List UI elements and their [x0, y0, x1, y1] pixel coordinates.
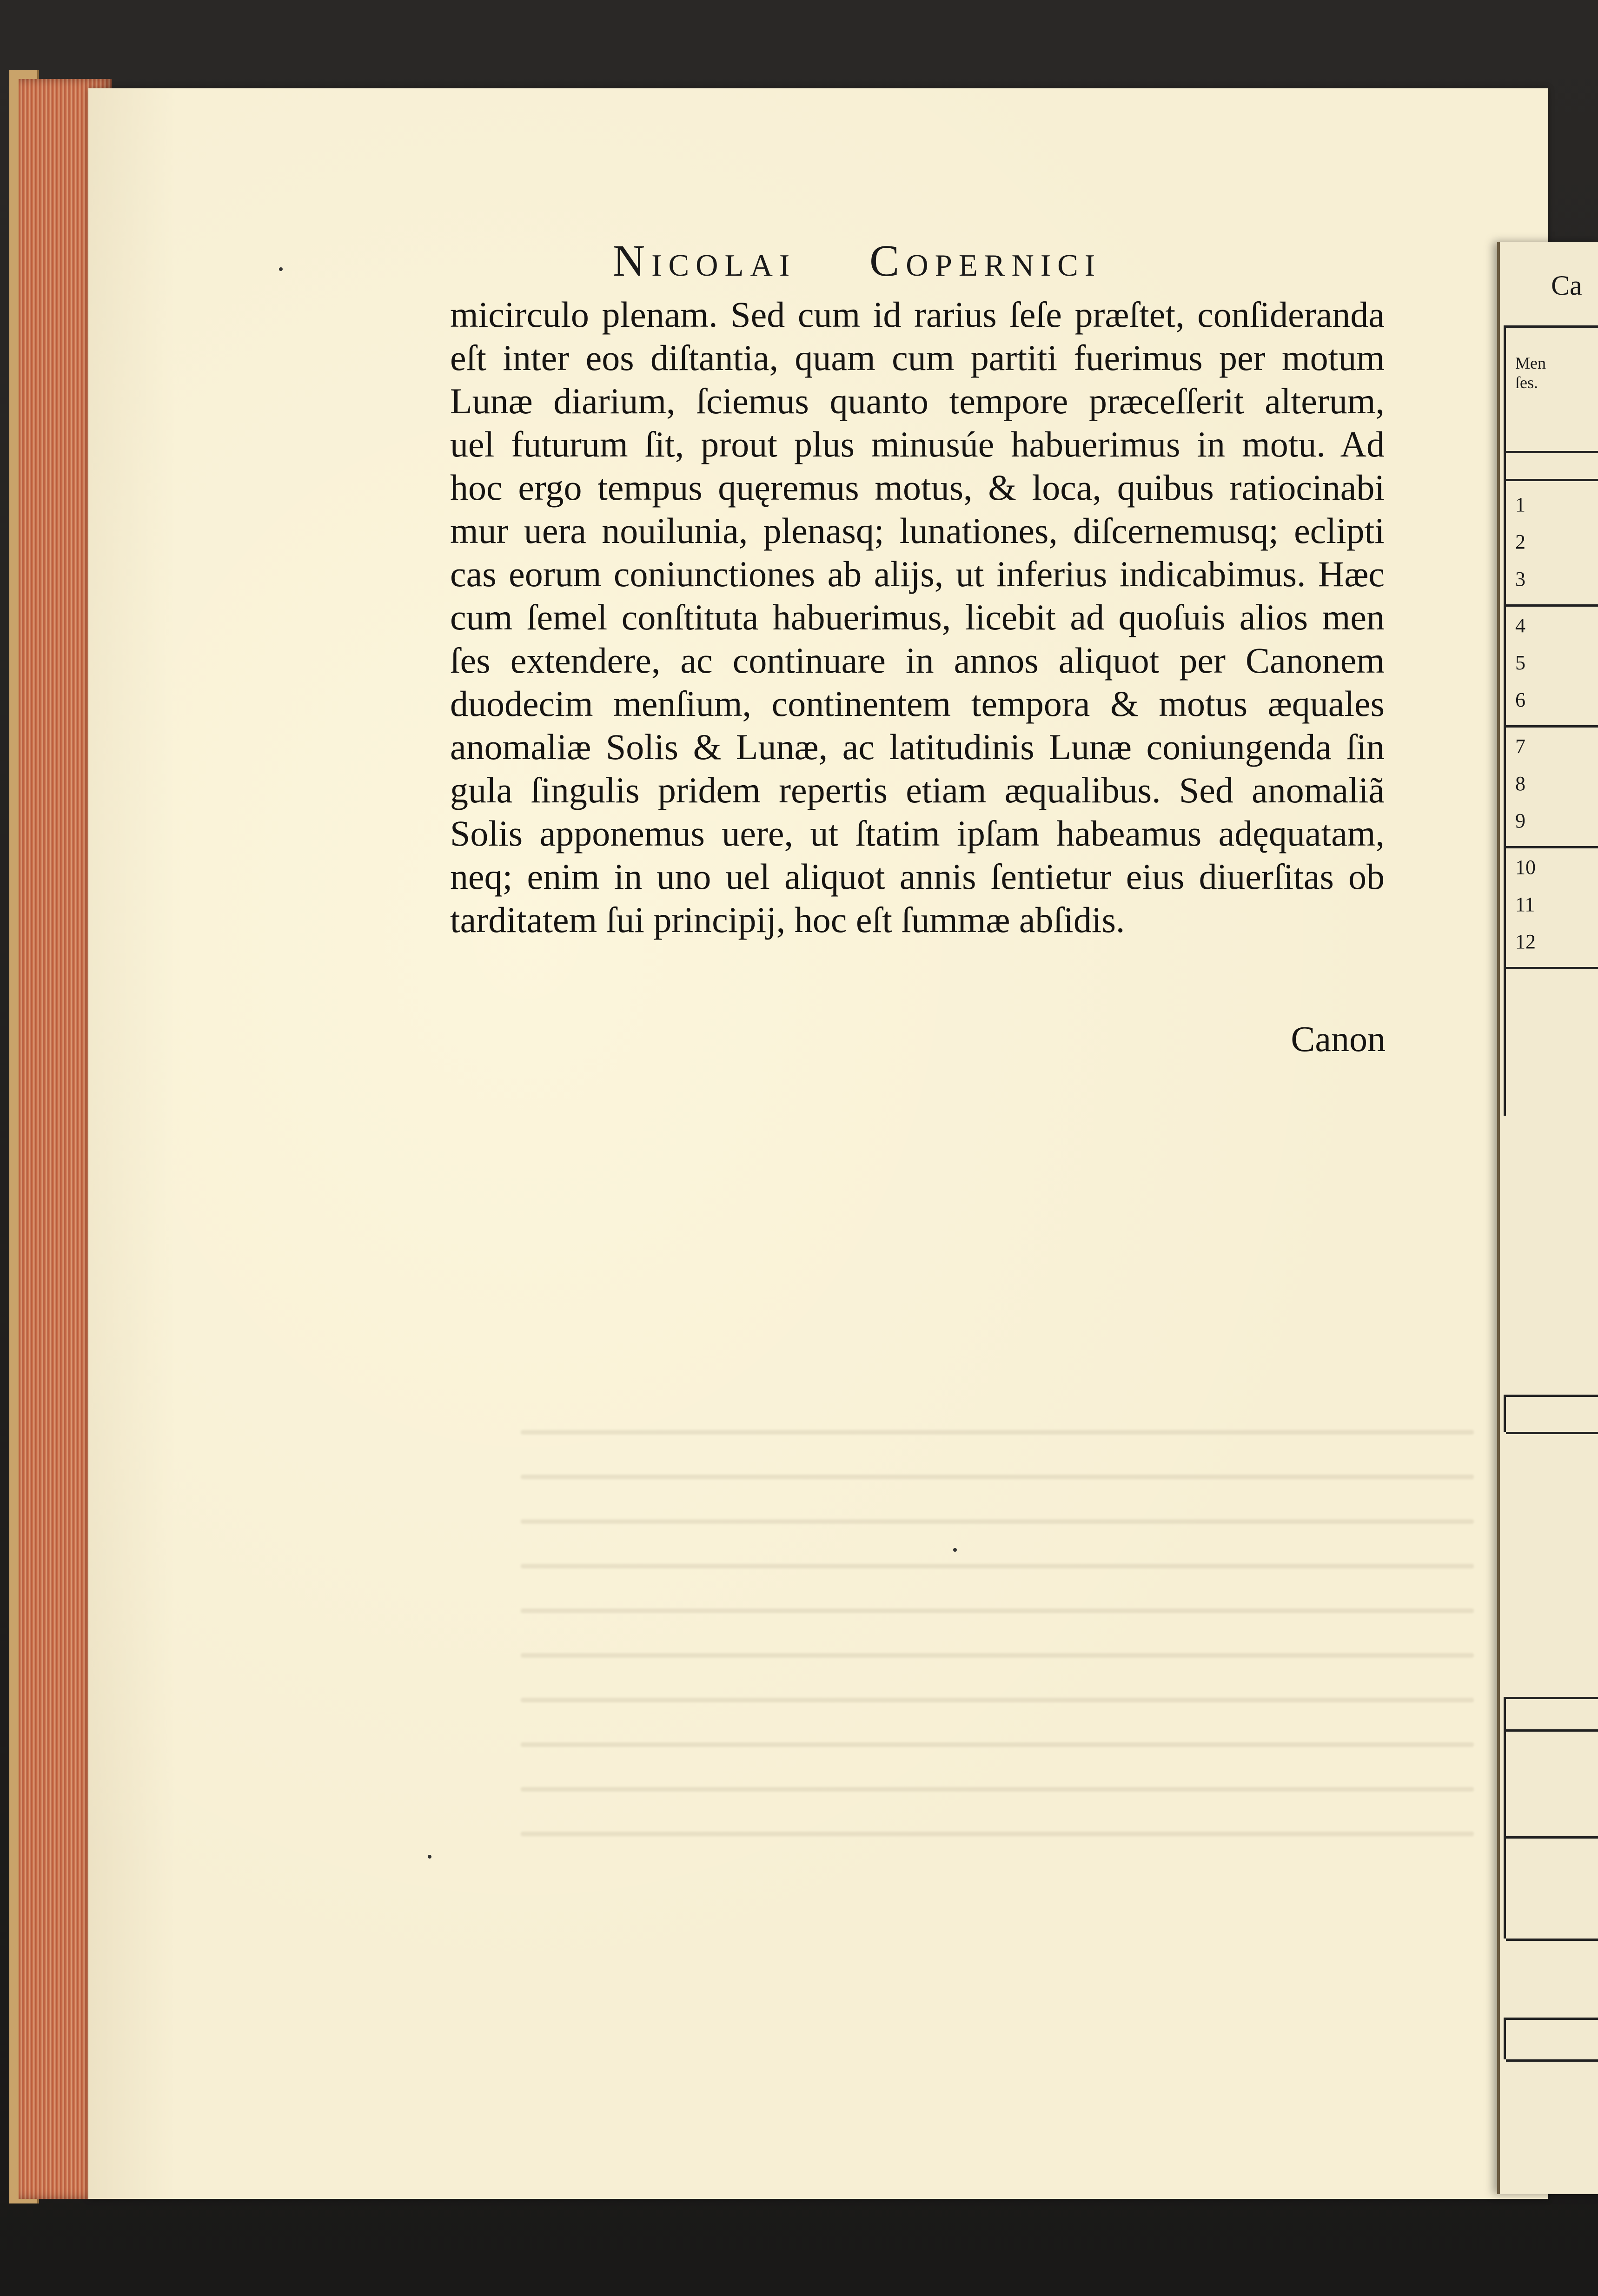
ink-speck	[953, 1548, 957, 1552]
show-through-bleed	[521, 1390, 1474, 1994]
facing-row-number: 3	[1515, 568, 1525, 590]
text-line: neq; enim in uno uel aliquot annis ſentietur eius diuerſitas ob	[450, 856, 1385, 897]
text-line: gula ſingulis pridem repertis etiam æqualibus. Sed anomaliã	[450, 770, 1385, 810]
text-line: mur uera nouilunia, plenasq; lunationes, diſcernemusq; eclipti	[450, 510, 1385, 551]
ink-speck	[279, 267, 283, 271]
facing-row-number: 6	[1515, 688, 1525, 711]
body-text	[450, 293, 1385, 941]
text-line: duodecim menſium, continentem tempora & motus æquales	[450, 683, 1385, 724]
facing-row-number: 7	[1515, 735, 1525, 758]
facing-row-number: 8	[1515, 772, 1525, 795]
running-head	[0, 235, 1598, 286]
ink-speck	[428, 1855, 431, 1859]
facing-column-head: Ca	[1551, 270, 1582, 301]
facing-row-number: 1	[1515, 493, 1525, 516]
facing-table-fragment	[1504, 1697, 1598, 1939]
facing-table-fragment	[1504, 2018, 1598, 2059]
text-line: cum ſemel conſtituta habuerimus, licebit ad quoſuis alios men	[450, 597, 1385, 637]
text-line: tarditatem ſui principij, hoc eſt ſummæ abſidis.	[450, 900, 1125, 940]
text-line: Lunæ diarium, ſciemus quanto tempore præceſſerit alterum,	[450, 381, 1385, 421]
text-line: ſes extendere, ac continuare in annos aliquot per Canonem	[450, 640, 1385, 681]
facing-column-label: Men ſes.	[1515, 354, 1546, 392]
text-line: hoc ergo tempus quęremus motus, & loca, quibus ratiocinabi	[450, 467, 1385, 508]
facing-row-number: 2	[1515, 530, 1525, 553]
facing-row-number: 9	[1515, 809, 1525, 832]
facing-page	[1497, 242, 1598, 2194]
text-line: cas eorum coniunctiones ab alijs, ut inferius indicabimus. Hæc	[450, 554, 1385, 594]
running-head-author-last: Copernici	[869, 236, 1102, 285]
facing-row-number: 10	[1515, 856, 1536, 879]
facing-row-number: 11	[1515, 893, 1535, 916]
facing-row-number: 5	[1515, 651, 1525, 674]
text-line: anomaliæ Solis & Lunæ, ac latitudinis Lunæ coniungenda ſin	[450, 727, 1385, 767]
running-head-author-first: Nicolai	[612, 236, 796, 285]
text-line: micirculo plenam. Sed cum id rarius ſeſe præſtet, conſideranda	[450, 294, 1385, 335]
facing-row-number: 4	[1515, 614, 1525, 637]
catchword: Canon	[1291, 1019, 1386, 1059]
text-line: uel futurum ſit, prout plus minusúe habuerimus in motu. Ad	[450, 424, 1385, 464]
facing-row-number: 12	[1515, 930, 1536, 953]
facing-table-fragment	[1504, 325, 1598, 1116]
text-line: Solis apponemus uere, ut ſtatim ipſam habeamus adęquatam,	[450, 813, 1385, 854]
facing-table-fragment	[1504, 1395, 1598, 1432]
text-line: eſt inter eos diſtantia, quam cum partiti fuerimus per motum	[450, 337, 1385, 378]
